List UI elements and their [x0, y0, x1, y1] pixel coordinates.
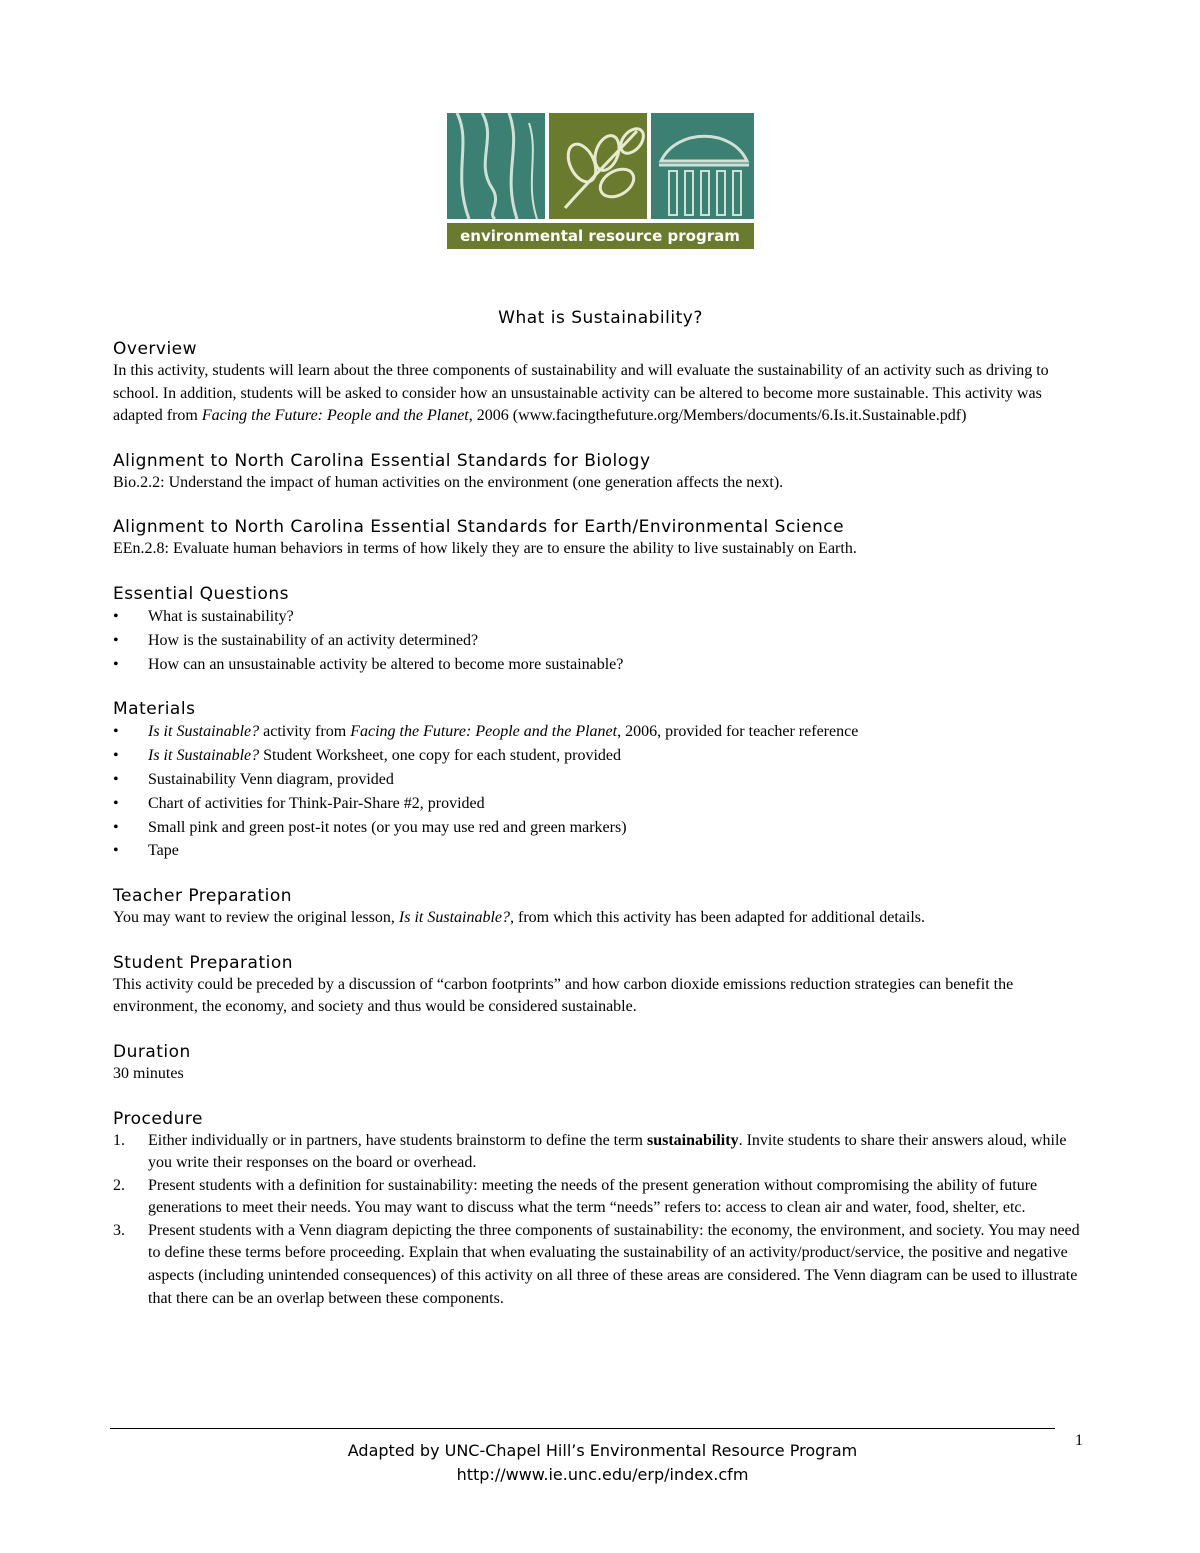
biology-section [113, 450, 1088, 495]
overview-heading: Overview [113, 339, 198, 359]
questions-section [113, 583, 1088, 676]
list-item: • Small pink and green post-it notes (or you may use red and green markers) [113, 818, 627, 836]
materials-section [113, 698, 1088, 863]
list-item: • What is sustainability? [113, 607, 294, 625]
duration-heading: Duration [113, 1041, 191, 1062]
student-section [113, 952, 1088, 1019]
footer-divider [110, 1428, 1055, 1429]
materials-heading: Materials [113, 699, 196, 720]
teacher-text: You may want to review the original lesson, Is it Sustainable?, from which this activity has been adapted for additional details. [113, 909, 925, 927]
student-text: This activity could be preceded by a discussion of “carbon footprints” and how carbon dioxide emissions reduction strategies can benefit the environment, the economy, and society and thus would be considered sustainable. [113, 975, 1014, 1016]
list-item: 3. Present students with a Venn diagram depicting the three components of sustainability: the economy, the environment, and society. You may need to define these terms before proceeding. Explain that when evaluating the sustainability of an activity/product/service, the positive and negative aspects (including unintended consequences) of this activity on all three of these areas are considered. The Venn diagram can be used to illustrate that there can be an overlap between these components. [113, 1221, 1080, 1307]
duration-section [113, 1041, 1088, 1086]
document-body [113, 308, 1088, 1310]
materials-list [113, 720, 1088, 863]
list-item: 1. Either individually or in partners, have students brainstorm to define the term sustainability. Invite students to share their answers aloud, while you write their responses on the board or overhead. [113, 1131, 1067, 1172]
erp-logo [447, 113, 754, 249]
footer [110, 1439, 1095, 1487]
list-item: • Tape [113, 842, 179, 860]
biology-heading: Alignment to North Carolina Essential Standards for Biology [113, 450, 651, 471]
logo-text: environmental resource program [460, 227, 740, 245]
footer-credit: Adapted by UNC-Chapel Hill’s Environmental Resource Program [347, 1441, 858, 1460]
page-title: What is Sustainability? [498, 308, 703, 328]
list-item: • Chart of activities for Think-Pair-Share #2, provided [113, 794, 485, 812]
duration-text: 30 minutes [113, 1064, 184, 1082]
overview-section [113, 338, 1088, 428]
list-item: • How is the sustainability of an activity determined? [113, 631, 479, 649]
earth-heading: Alignment to North Carolina Essential Standards for Earth/Environmental Science [113, 517, 845, 538]
list-item: • How can an unsustainable activity be altered to become more sustainable? [113, 655, 624, 673]
procedure-list [113, 1130, 1088, 1311]
teacher-section [113, 885, 1088, 930]
list-item: • Sustainability Venn diagram, provided [113, 770, 394, 788]
procedure-heading: Procedure [113, 1108, 203, 1129]
teacher-heading: Teacher Preparation [113, 886, 293, 907]
page-number: 1 [1075, 1432, 1083, 1449]
procedure-section [113, 1108, 1088, 1311]
list-item: • Is it Sustainable? Student Worksheet, one copy for each student, provided [113, 747, 621, 765]
list-item: • Is it Sustainable? activity from Facing the Future: People and the Planet, 2006, provided for teacher reference [113, 723, 859, 741]
student-heading: Student Preparation [113, 952, 294, 973]
overview-text: In this activity, students will learn about the three components of sustainability and will evaluate the sustainability of an activity such as driving to school. In addition, students will be asked to consider how an unsustainable activity can be altered to become more sustainable. This activity was adapted from Facing the Future: People and the Planet, 2006 (www.facingthefuture.org/Members/documents/6.Is.it.Sustainable.pdf) [113, 362, 1049, 425]
questions-heading: Essential Questions [113, 583, 290, 604]
earth-section [113, 516, 1088, 561]
biology-text: Bio.2.2: Understand the impact of human activities on the environment (one generation affects the next). [113, 473, 784, 491]
earth-text: EEn.2.8: Evaluate human behaviors in terms of how likely they are to ensure the ability to live sustainably on Earth. [113, 540, 857, 558]
footer-url: http://www.ie.unc.edu/erp/index.cfm [456, 1465, 749, 1484]
list-item: 2. Present students with a definition for sustainability: meeting the needs of the present generation without compromising the ability of future generations to meet their needs. You may want to discuss what the term “needs” refers to: access to clean air and water, food, shelter, etc. [113, 1176, 1038, 1217]
questions-list [113, 605, 1088, 676]
